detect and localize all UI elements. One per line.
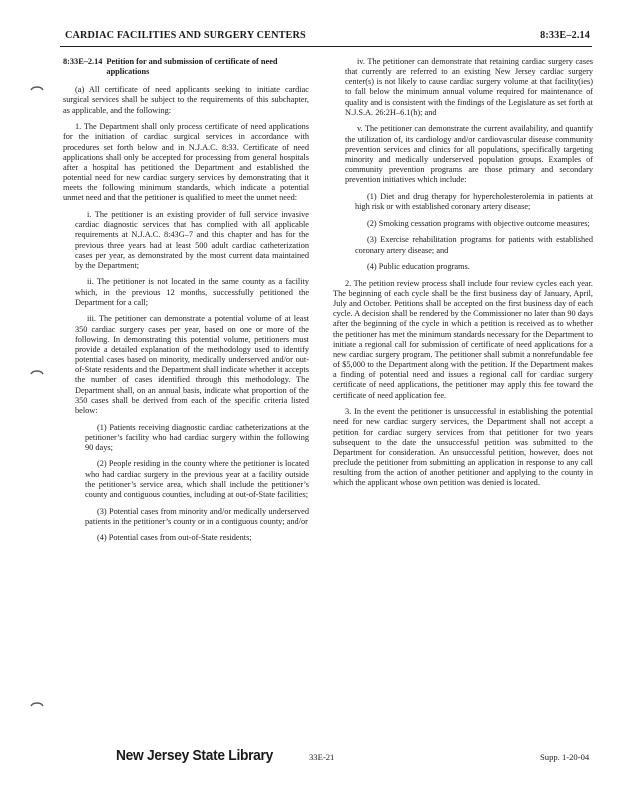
binder-hole-icon bbox=[30, 368, 44, 380]
running-header bbox=[65, 30, 590, 46]
section-heading bbox=[63, 57, 309, 77]
paragraph-iv: iv. The petitioner can demonstrate that retaining cardiac surgery cases that currently are referred to an existing New Jersey cardiac surgery center(s) is not likely to cause cardiac surgery volume at that facility(ies) to fall below the minimum annual volume required for maintenance of quality and is consistent with the findings of the Legislature as set forth at N.J.S.A. 26:2H–6.1(h); and bbox=[345, 57, 593, 117]
section-number: 8:33E–2.14 bbox=[63, 57, 103, 66]
paragraph-iii: iii. The petitioner can demonstrate a potential volume of at least 350 cardiac surgery cases per year, based on one or more of the following. In demonstrating this potential volume, petitioners must provide a detailed explanation of the methodology used to identify potential cases based on minority, medically underserved and/or out-of-State residents and the Department shall indicate whether it accepts the number of cases identified through this methodology. The Department shall, on an annual basis, indicate what proportion of the 350 cases shall be derived from each of the specific criteria listed below: bbox=[75, 314, 309, 415]
paragraph-i: i. The petitioner is an existing provider of full service invasive cardiac diagnostic services that has complied with all applicable requirements at N.J.A.C. 8:43G–7 and this chapter and has for the previous three years had at least 500 adult cardiac catheterization cases per year, as demonstrated by the most current data maintained by the Department; bbox=[75, 210, 309, 270]
paragraph-a: (a) All certificate of need applicants seeking to initiate cardiac surgical services shall be subject to the requirements of this subchapter, as applicable, and the following: bbox=[63, 85, 309, 115]
paragraph-iii-2: (2) People residing in the county where the petitioner is located who had cardiac surgery in the previous year at a facility outside the petitioner’s service area, which shall include the petitioner’s county and contiguous counties, including at out-of-State facilities; bbox=[85, 459, 309, 499]
paragraph-iii-4: (4) Potential cases from out-of-State residents; bbox=[97, 533, 252, 543]
paragraph-ii: ii. The petitioner is not located in the same county as a facility which, in the previous 12 months, successfully petitioned the Department for a call; bbox=[75, 277, 309, 307]
paragraph-1: 1. The Department shall only process certificate of need applications for the initiation of cardiac surgical services in accordance with procedures set forth below and in N.J.A.C. 8:33. Certificate of need applications shall only be accepted for processing from general hospitals after a hospital has petitioned the Department and established the potential need for new cardiac surgery services by demonstrating that it meets the following minimum standards, which indicate a potential unmet need and that the petitioner is qualified to meet the unmet need: bbox=[63, 122, 309, 203]
header-rule bbox=[60, 46, 592, 47]
paragraph-iii-1: (1) Patients receiving diagnostic cardiac catheterizations at the petitioner’s facility who had cardiac surgery within the following 90 days; bbox=[85, 422, 309, 452]
paragraph-v-2: (2) Smoking cessation programs with objective outcome measures; bbox=[367, 218, 590, 228]
paragraph-v-3: (3) Exercise rehabilitation programs for patients with established coronary artery disease; and bbox=[355, 235, 593, 255]
right-column bbox=[333, 57, 593, 495]
library-stamp: New Jersey State Library bbox=[116, 748, 274, 764]
binder-hole-icon bbox=[30, 84, 44, 96]
paragraph-iii-3: (3) Potential cases from minority and/or medically underserved patients in the petitioner’s county or in a contiguous county; and/or bbox=[85, 506, 309, 526]
paragraph-3: 3. In the event the petitioner is unsuccessful in establishing the potential need for new cardiac surgery services, the Department shall not accept a petition for cardiac surgery services from that petitioner for two years subsequent to the date the unsuccessful petition was submitted to the Department for consideration. An unsuccessful petition, however, does not preclude the petitioner from submitting an application in response to any call resulting from the action of another petitioner and applying to the county in which the applicant whose own petition was denied is located. bbox=[333, 407, 593, 488]
header-section-number: 8:33E–2.14 bbox=[540, 30, 590, 41]
paragraph-2: 2. The petition review process shall include four review cycles each year. The beginning of each cycle shall be the first business day of January, April, July and October. Petitions shall be accepted on the first business day of each cycle. A decision shall be rendered by the Commissioner no later than 90 days after the beginning of the cycle in which a petition is received as to whether the petitioner has met the minimum standards necessary for the Department to initiate a regional call for submission of certificate of need applications for a new cardiac surgery program. The petitioner shall submit a nonrefundable fee of $5,000 to the Department along with the petition. If the Department makes a finding of potential need and issues a regional call for cardiac surgery certificate of need applications, the petitioner may apply this fee toward the certificate of need application fee. bbox=[333, 278, 593, 400]
paragraph-v-1: (1) Diet and drug therapy for hypercholesterolemia in patients at high risk or with established coronary artery disease; bbox=[355, 191, 593, 212]
binder-hole-icon bbox=[30, 700, 44, 712]
page-number: 33E-21 bbox=[309, 752, 335, 762]
section-title: Petition for and submission of certificate of need applications bbox=[106, 57, 278, 77]
header-chapter-title: CARDIAC FACILITIES AND SURGERY CENTERS bbox=[65, 30, 306, 41]
page-footer bbox=[0, 748, 618, 772]
supplement-date: Supp. 1-20-04 bbox=[540, 752, 590, 762]
paragraph-v: v. The petitioner can demonstrate the current availability, and quantify the utilization of, its cardiology and/or cardiovascular disease community prevention services and clinics for all populations, specifically targeting minority and medically underserved population groups. Examples of community prevention programs are those primary and secondary prevention initiatives which include: bbox=[345, 124, 593, 185]
left-column bbox=[63, 57, 309, 550]
paragraph-v-4: (4) Public education programs. bbox=[367, 262, 470, 272]
